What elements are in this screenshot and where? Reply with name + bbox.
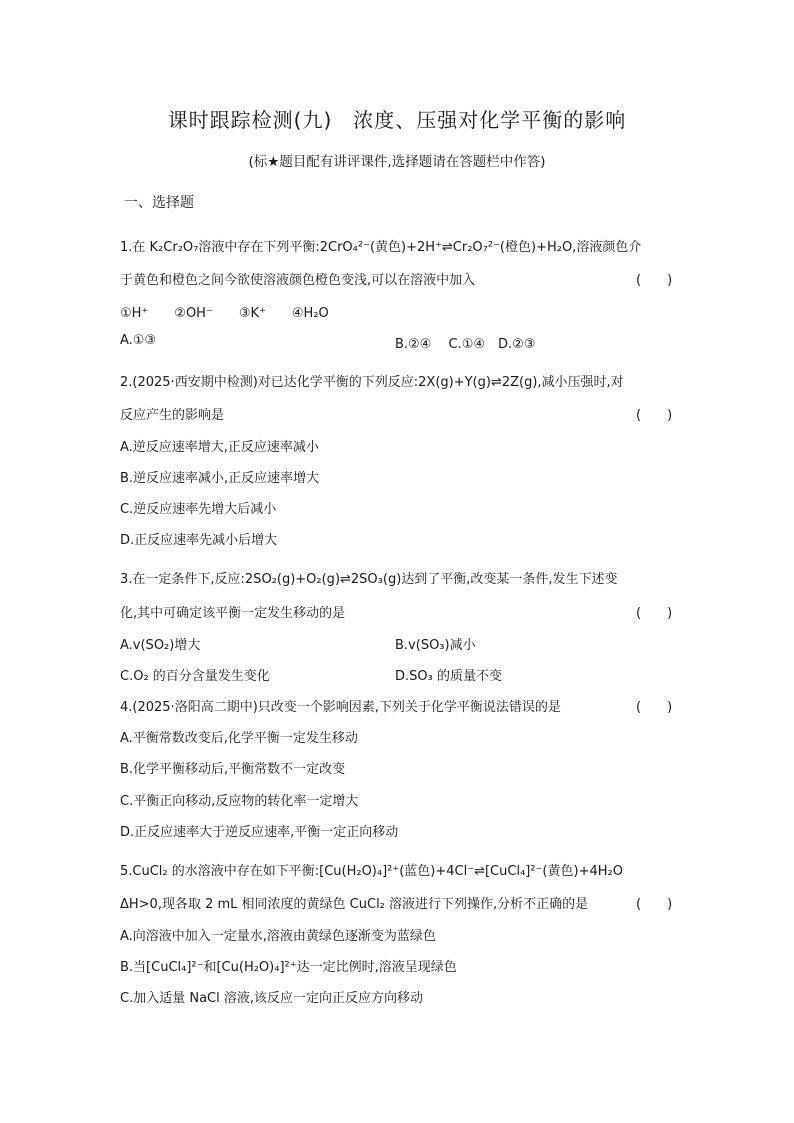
q1-option-a: A.①③ [120, 333, 157, 348]
q1-answer-paren: ( ) [636, 273, 673, 288]
q1-line2: 于黄色和橙色之间今欲使溶液颜色橙色变浅,可以在溶液中加入 [120, 273, 476, 288]
q1-options-bcd: B.②④ C.①④ D.②③ [395, 337, 536, 352]
q3-option-a: A.v(SO₂)增大 [120, 638, 201, 653]
q2-option-a: A.逆反应速率增大,正反应速率减小 [120, 440, 319, 455]
q2-line1: 2.(2025·西安期中检测)对已达化学平衡的下列反应:2X(g)+Y(g)⇌2Z(g),减小压强时,对 [120, 375, 624, 390]
q2-line2: 反应产生的影响是 [120, 408, 225, 423]
q1-line1: 1.在 K₂Cr₂O₇溶液中存在下列平衡:2CrO₄²⁻(黄色)+2H⁺⇌Cr₂O₇²⁻(橙色)+H₂O,溶液颜色介 [120, 240, 642, 255]
q5-option-b: B.当[CuCl₄]²⁻和[Cu(H₂O)₄]²⁺达一定比例时,溶液呈现绿色 [120, 960, 457, 975]
q2-answer-paren: ( ) [636, 408, 673, 423]
q5-line1: 5.CuCl₂ 的水溶液中存在如下平衡:[Cu(H₂O)₄]²⁺(蓝色)+4Cl⁻⇌[CuCl₄]²⁻(黄色)+4H₂O [120, 864, 623, 879]
q3-option-c: C.O₂ 的百分含量发生变化 [120, 669, 270, 684]
q3-line2: 化,其中可确定该平衡一定发生移动的是 [120, 606, 346, 621]
q3-line1: 3.在一定条件下,反应:2SO₂(g)+O₂(g)⇌2SO₃(g)达到了平衡,改变某一条件,发生下述变 [120, 572, 618, 587]
page-subtitle: (标★题目配有讲评课件,选择题请在答题栏中作答) [248, 154, 546, 170]
q3-option-b: B.v(SO₃)减小 [395, 638, 476, 653]
q5-answer-paren: ( ) [636, 897, 673, 912]
q4-option-a: A.平衡常数改变后,化学平衡一定发生移动 [120, 731, 358, 746]
q5-option-c: C.加入适量 NaCl 溶液,该反应一定向正反应方向移动 [120, 991, 423, 1006]
q3-answer-paren: ( ) [636, 606, 673, 621]
q4-option-b: B.化学平衡移动后,平衡常数不一定改变 [120, 762, 346, 777]
q1-items: ①H⁺ ②OH⁻ ③K⁺ ④H₂O [120, 306, 329, 321]
q2-option-c: C.逆反应速率先增大后减小 [120, 502, 277, 517]
q2-option-b: B.逆反应速率减小,正反应速率增大 [120, 471, 320, 486]
q4-line1: 4.(2025·洛阳高二期中)只改变一个影响因素,下列关于化学平衡说法错误的是 [120, 700, 561, 715]
q4-answer-paren: ( ) [636, 700, 673, 715]
q2-option-d: D.正反应速率先减小后增大 [120, 533, 278, 548]
q4-option-c: C.平衡正向移动,反应物的转化率一定增大 [120, 794, 359, 809]
q5-line2: ΔH>0,现各取 2 mL 相同浓度的黄绿色 CuCl₂ 溶液进行下列操作,分析不正确的是 [120, 897, 589, 912]
q3-option-d: D.SO₃ 的质量不变 [395, 669, 502, 684]
q4-option-d: D.正反应速率大于逆反应速率,平衡一定正向移动 [120, 825, 399, 840]
q5-option-a: A.向溶液中加入一定量水,溶液由黄绿色逐渐变为蓝绿色 [120, 929, 436, 944]
page-title: 课时跟踪检测(九) 浓度、压强对化学平衡的影响 [167, 108, 627, 132]
section-heading: 一、选择题 [124, 195, 194, 211]
